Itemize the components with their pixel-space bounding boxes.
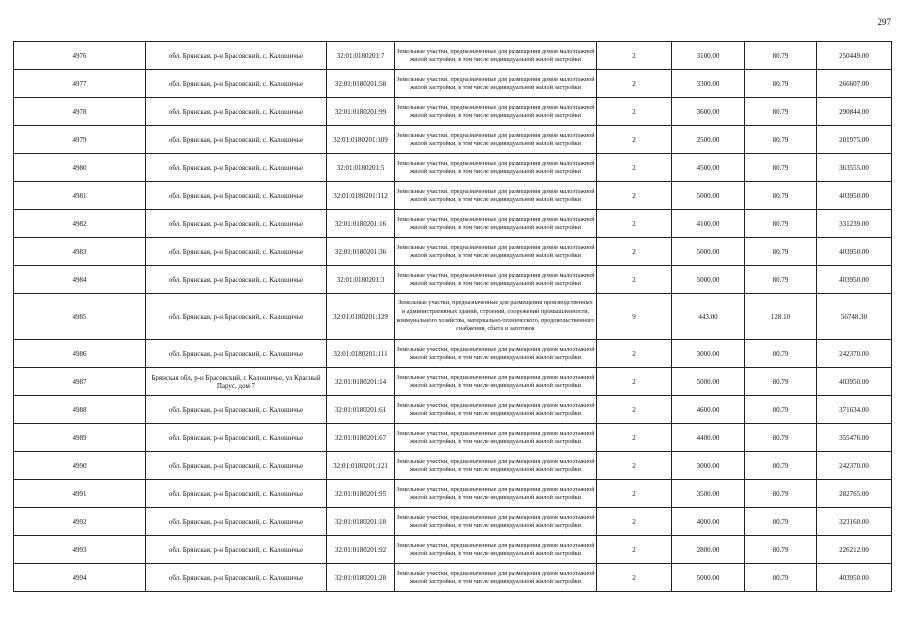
rate-cell: 80.79 [745,480,817,508]
land-use-cell: Земельные участки, предназначенные для размещения домов малоэтажной жилой застройки, в том числе индивидуальной жилой застройки [395,340,597,368]
area-cell: 3000.00 [672,452,745,480]
cadastral-number-cell: 32:01:0180201:14 [327,368,395,396]
area-cell: 3100.00 [672,42,745,70]
group-cell: 2 [597,70,672,98]
cadastral-value-cell: 56748.30 [817,294,892,340]
land-use-cell: Земельные участки, предназначенные для размещения домов малоэтажной жилой застройки, в том числе индивидуальной жилой застройки [395,452,597,480]
land-use-cell: Земельные участки, предназначенные для размещения домов малоэтажной жилой застройки, в том числе индивидуальной жилой застройки [395,368,597,396]
table-row [14,368,892,396]
table-row [14,210,892,238]
group-cell: 2 [597,210,672,238]
row-number: 4979 [14,126,146,154]
cadastral-value-cell: 363555.00 [817,154,892,182]
group-cell: 2 [597,452,672,480]
row-number: 4983 [14,238,146,266]
land-use-cell: Земельные участки, предназначенные для размещения домов малоэтажной жилой застройки, в том числе индивидуальной жилой застройки [395,536,597,564]
address-cell: обл. Брянская, р-н Брасовский, с. Калошичье [146,480,327,508]
rate-cell: 80.79 [745,266,817,294]
table-row [14,424,892,452]
cadastral-value-cell: 371634.00 [817,396,892,424]
cadastral-value-cell: 403950.00 [817,266,892,294]
table-row [14,266,892,294]
group-cell: 9 [597,294,672,340]
group-cell: 2 [597,396,672,424]
cadastral-number-cell: 32:01:0180201:109 [327,126,395,154]
area-cell: 2800.00 [672,536,745,564]
rate-cell: 80.79 [745,70,817,98]
rate-cell: 80.79 [745,42,817,70]
rate-cell: 80.79 [745,126,817,154]
group-cell: 2 [597,238,672,266]
rate-cell: 80.79 [745,98,817,126]
row-number: 4987 [14,368,146,396]
row-number: 4982 [14,210,146,238]
land-use-cell: Земельные участки, предназначенные для размещения домов малоэтажной жилой застройки, в том числе индивидуальной жилой застройки [395,424,597,452]
area-cell: 443.00 [672,294,745,340]
address-cell: обл. Брянская, р-н Брасовский, с. Калошичье [146,452,327,480]
row-number: 4977 [14,70,146,98]
address-cell: обл. Брянская, р-н Брасовский, с. Калошичье [146,396,327,424]
address-cell: обл. Брянская, р-н Брасовский, с. Калошичье [146,340,327,368]
cadastral-number-cell: 32:01:0180201:3 [327,266,395,294]
table-row [14,70,892,98]
group-cell: 2 [597,564,672,592]
group-cell: 2 [597,182,672,210]
address-cell: обл. Брянская, р-н Брасовский, с. Калошичье [146,536,327,564]
cadastral-value-cell: 201975.00 [817,126,892,154]
row-number: 4980 [14,154,146,182]
table-row [14,452,892,480]
address-cell: обл. Брянская, р-н Брасовский, с. Калошичье [146,182,327,210]
area-cell: 5000.00 [672,266,745,294]
address-cell: обл. Брянская, р-н Брасовский, с. Калошичье [146,98,327,126]
address-cell: обл. Брянская, р-н Брасовский, с. Калошичье [146,266,327,294]
area-cell: 4400.00 [672,424,745,452]
cadastral-value-cell: 242370.00 [817,340,892,368]
cadastral-value-cell: 290844.00 [817,98,892,126]
area-cell: 2500.00 [672,126,745,154]
cadastral-number-cell: 32:01:0180201:92 [327,536,395,564]
cadastral-value-cell: 403950.00 [817,182,892,210]
rate-cell: 80.79 [745,368,817,396]
rate-cell: 80.79 [745,424,817,452]
cadastral-number-cell: 32:01:0180201:5 [327,154,395,182]
cadastral-value-cell: 250449.00 [817,42,892,70]
table-row [14,340,892,368]
cadastral-number-cell: 32:01:0180201:58 [327,70,395,98]
table-row [14,564,892,592]
cadastral-number-cell: 32:01:0180201:121 [327,452,395,480]
area-cell: 4600.00 [672,396,745,424]
cadastral-number-cell: 32:01:0180201:67 [327,424,395,452]
row-number: 4978 [14,98,146,126]
row-number: 4990 [14,452,146,480]
land-use-cell: Земельные участки, предназначенные для размещения домов малоэтажной жилой застройки, в том числе индивидуальной жилой застройки [395,396,597,424]
cadastral-value-cell: 226212.00 [817,536,892,564]
area-cell: 3500.00 [672,480,745,508]
cadastral-number-cell: 32:01:0180201:16 [327,210,395,238]
rate-cell: 80.79 [745,536,817,564]
row-number: 4993 [14,536,146,564]
table-row [14,396,892,424]
cadastral-value-cell: 403950.00 [817,238,892,266]
group-cell: 2 [597,98,672,126]
land-use-cell: Земельные участки, предназначенные для размещения домов малоэтажной жилой застройки, в том числе индивидуальной жилой застройки [395,210,597,238]
row-number: 4981 [14,182,146,210]
address-cell: Брянская обл, р-н Брасовский, с Калошичье, ул Красный Парус, дом 7 [146,368,327,396]
area-cell: 5000.00 [672,564,745,592]
cadastral-number-cell: 32:01:0180201:129 [327,294,395,340]
rate-cell: 128.10 [745,294,817,340]
cadastral-value-cell: 282765.00 [817,480,892,508]
rate-cell: 80.79 [745,154,817,182]
land-use-cell: Земельные участки, предназначенные для размещения домов малоэтажной жилой застройки, в том числе индивидуальной жилой застройки [395,266,597,294]
group-cell: 2 [597,480,672,508]
area-cell: 3300.00 [672,70,745,98]
land-use-cell: Земельные участки, предназначенные для размещения домов малоэтажной жилой застройки, в том числе индивидуальной жилой застройки [395,98,597,126]
rate-cell: 80.79 [745,340,817,368]
row-number: 4992 [14,508,146,536]
row-number: 4986 [14,340,146,368]
table-row [14,480,892,508]
address-cell: обл. Брянская, р-н Брасовский, с. Калошичье [146,294,327,340]
area-cell: 5000.00 [672,182,745,210]
cadastral-number-cell: 32:01:0180201:99 [327,98,395,126]
area-cell: 4000.00 [672,508,745,536]
land-use-cell: Земельные участки, предназначенные для размещения домов малоэтажной жилой застройки, в том числе индивидуальной жилой застройки [395,70,597,98]
cadastral-number-cell: 32:01:0180201:18 [327,508,395,536]
land-use-cell: Земельные участки, предназначенные для размещения домов малоэтажной жилой застройки, в том числе индивидуальной жилой застройки [395,154,597,182]
cadastral-number-cell: 32:01:0180201:7 [327,42,395,70]
group-cell: 2 [597,536,672,564]
land-use-cell: Земельные участки, предназначенные для размещения домов малоэтажной жилой застройки, в том числе индивидуальной жилой застройки [395,126,597,154]
table-row [14,98,892,126]
cadastral-value-cell: 323160.00 [817,508,892,536]
rate-cell: 80.79 [745,238,817,266]
group-cell: 2 [597,126,672,154]
rate-cell: 80.79 [745,182,817,210]
group-cell: 2 [597,424,672,452]
area-cell: 5000.00 [672,238,745,266]
address-cell: обл. Брянская, р-н Брасовский, с. Калошичье [146,70,327,98]
land-use-cell: Земельные участки, предназначенные для размещения производственных и административных зданий, строений, сооружений промышленности, коммунального хозяйства, материально-технического, продовольственного снабжения, сбыта и заготовок [395,294,597,340]
cadastral-number-cell: 32:01:0180201:112 [327,182,395,210]
rate-cell: 80.79 [745,564,817,592]
address-cell: обл. Брянская, р-н Брасовский, с. Калошичье [146,126,327,154]
group-cell: 2 [597,340,672,368]
table-row [14,42,892,70]
group-cell: 2 [597,508,672,536]
table-row [14,294,892,340]
cadastral-value-cell: 355476.00 [817,424,892,452]
row-number: 4994 [14,564,146,592]
cadastral-number-cell: 32:01:0180201:28 [327,564,395,592]
address-cell: обл. Брянская, р-н Брасовский, с. Калошичье [146,42,327,70]
rate-cell: 80.79 [745,508,817,536]
cadastral-value-cell: 266607.00 [817,70,892,98]
address-cell: обл. Брянская, р-н Брасовский, с. Калошичье [146,210,327,238]
cadastral-number-cell: 32:01:0180201:36 [327,238,395,266]
table-row [14,154,892,182]
table-row [14,536,892,564]
area-cell: 5000.00 [672,368,745,396]
address-cell: обл. Брянская, р-н Брасовский, с. Калошичье [146,564,327,592]
cadastral-value-cell: 403950.00 [817,368,892,396]
cadastral-number-cell: 32:01:0180201:95 [327,480,395,508]
table-row [14,182,892,210]
rate-cell: 80.79 [745,210,817,238]
land-use-cell: Земельные участки, предназначенные для размещения домов малоэтажной жилой застройки, в том числе индивидуальной жилой застройки [395,480,597,508]
land-use-cell: Земельные участки, предназначенные для размещения домов малоэтажной жилой застройки, в том числе индивидуальной жилой застройки [395,42,597,70]
address-cell: обл. Брянская, р-н Брасовский, с. Калошичье [146,508,327,536]
row-number: 4989 [14,424,146,452]
cadastral-value-cell: 331239.00 [817,210,892,238]
group-cell: 2 [597,266,672,294]
rate-cell: 80.79 [745,452,817,480]
page-number: 297 [877,17,891,27]
row-number: 4976 [14,42,146,70]
land-use-cell: Земельные участки, предназначенные для размещения домов малоэтажной жилой застройки, в том числе индивидуальной жилой застройки [395,182,597,210]
table-row [14,508,892,536]
group-cell: 2 [597,154,672,182]
cadastral-number-cell: 32:01:0180201:61 [327,396,395,424]
row-number: 4984 [14,266,146,294]
row-number: 4988 [14,396,146,424]
table-row [14,126,892,154]
area-cell: 3600.00 [672,98,745,126]
area-cell: 4500.00 [672,154,745,182]
row-number: 4985 [14,294,146,340]
group-cell: 2 [597,368,672,396]
group-cell: 2 [597,42,672,70]
rate-cell: 80.79 [745,396,817,424]
address-cell: обл. Брянская, р-н Брасовский, с. Калошичье [146,238,327,266]
cadastral-value-cell: 242370.00 [817,452,892,480]
address-cell: обл. Брянская, р-н Брасовский, с. Калошичье [146,154,327,182]
cadastral-number-cell: 32:01:0180201:111 [327,340,395,368]
land-use-cell: Земельные участки, предназначенные для размещения домов малоэтажной жилой застройки, в том числе индивидуальной жилой застройки [395,564,597,592]
cadastral-value-cell: 403950.00 [817,564,892,592]
land-use-cell: Земельные участки, предназначенные для размещения домов малоэтажной жилой застройки, в том числе индивидуальной жилой застройки [395,238,597,266]
land-registry-table [13,41,892,592]
land-use-cell: Земельные участки, предназначенные для размещения домов малоэтажной жилой застройки, в том числе индивидуальной жилой застройки [395,508,597,536]
row-number: 4991 [14,480,146,508]
area-cell: 4100.00 [672,210,745,238]
table-row [14,238,892,266]
address-cell: обл. Брянская, р-н Брасовский, с. Калошичье [146,424,327,452]
area-cell: 3000.00 [672,340,745,368]
